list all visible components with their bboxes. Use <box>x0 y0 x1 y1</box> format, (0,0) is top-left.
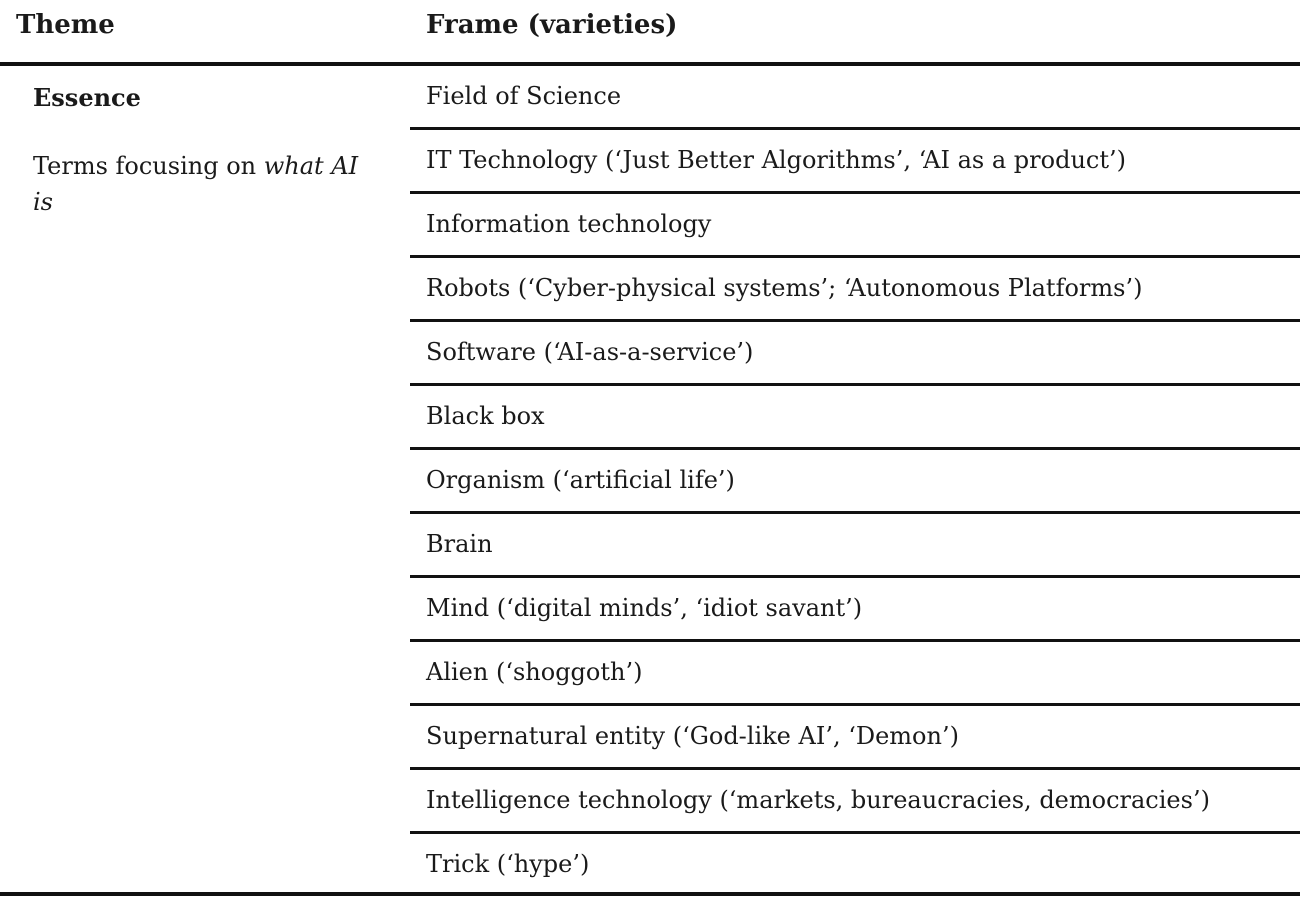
table-row <box>410 66 1300 130</box>
frame-cell: Robots (‘Cyber-physical systems’; ‘Autonomous Platforms’) <box>426 274 1143 302</box>
theme-name: Essence <box>33 83 141 112</box>
frame-cell: IT Technology (‘Just Better Algorithms’, ‘AI as a product’) <box>426 146 1126 174</box>
table-row <box>410 578 1300 642</box>
frame-cell: Mind (‘digital minds’, ‘idiot savant’) <box>426 594 863 622</box>
header-frame: Frame (varieties) <box>426 10 678 40</box>
table-row <box>410 130 1300 194</box>
table-row <box>410 706 1300 770</box>
table-row <box>410 258 1300 322</box>
frame-cell: Trick (‘hype’) <box>426 850 590 878</box>
frame-cell: Brain <box>426 530 493 558</box>
frame-cell: Black box <box>426 402 545 430</box>
frame-list <box>410 66 1300 898</box>
frame-cell: Organism (‘artificial life’) <box>426 466 735 494</box>
frame-cell: Field of Science <box>426 82 622 110</box>
table-row <box>410 386 1300 450</box>
table-row <box>410 834 1300 898</box>
table-row <box>410 322 1300 386</box>
theme-description <box>33 148 373 220</box>
table-row <box>410 642 1300 706</box>
table-bottom-rule <box>0 892 1300 896</box>
theme-description-emphasis: what AI is <box>33 152 359 216</box>
frame-cell: Alien (‘shoggoth’) <box>426 658 643 686</box>
frame-cell: Intelligence technology (‘markets, bureaucracies, democracies’) <box>426 786 1210 814</box>
theme-description-text: Terms focusing on <box>33 152 264 180</box>
frame-cell: Supernatural entity (‘God-like AI’, ‘Demon’) <box>426 722 959 750</box>
table-row <box>410 770 1300 834</box>
table-header <box>0 0 1300 63</box>
table-row <box>410 514 1300 578</box>
frame-cell: Software (‘AI-as-a-service’) <box>426 338 754 366</box>
table-row <box>410 450 1300 514</box>
header-theme: Theme <box>16 10 115 40</box>
frame-cell: Information technology <box>426 210 712 238</box>
table-row <box>410 194 1300 258</box>
